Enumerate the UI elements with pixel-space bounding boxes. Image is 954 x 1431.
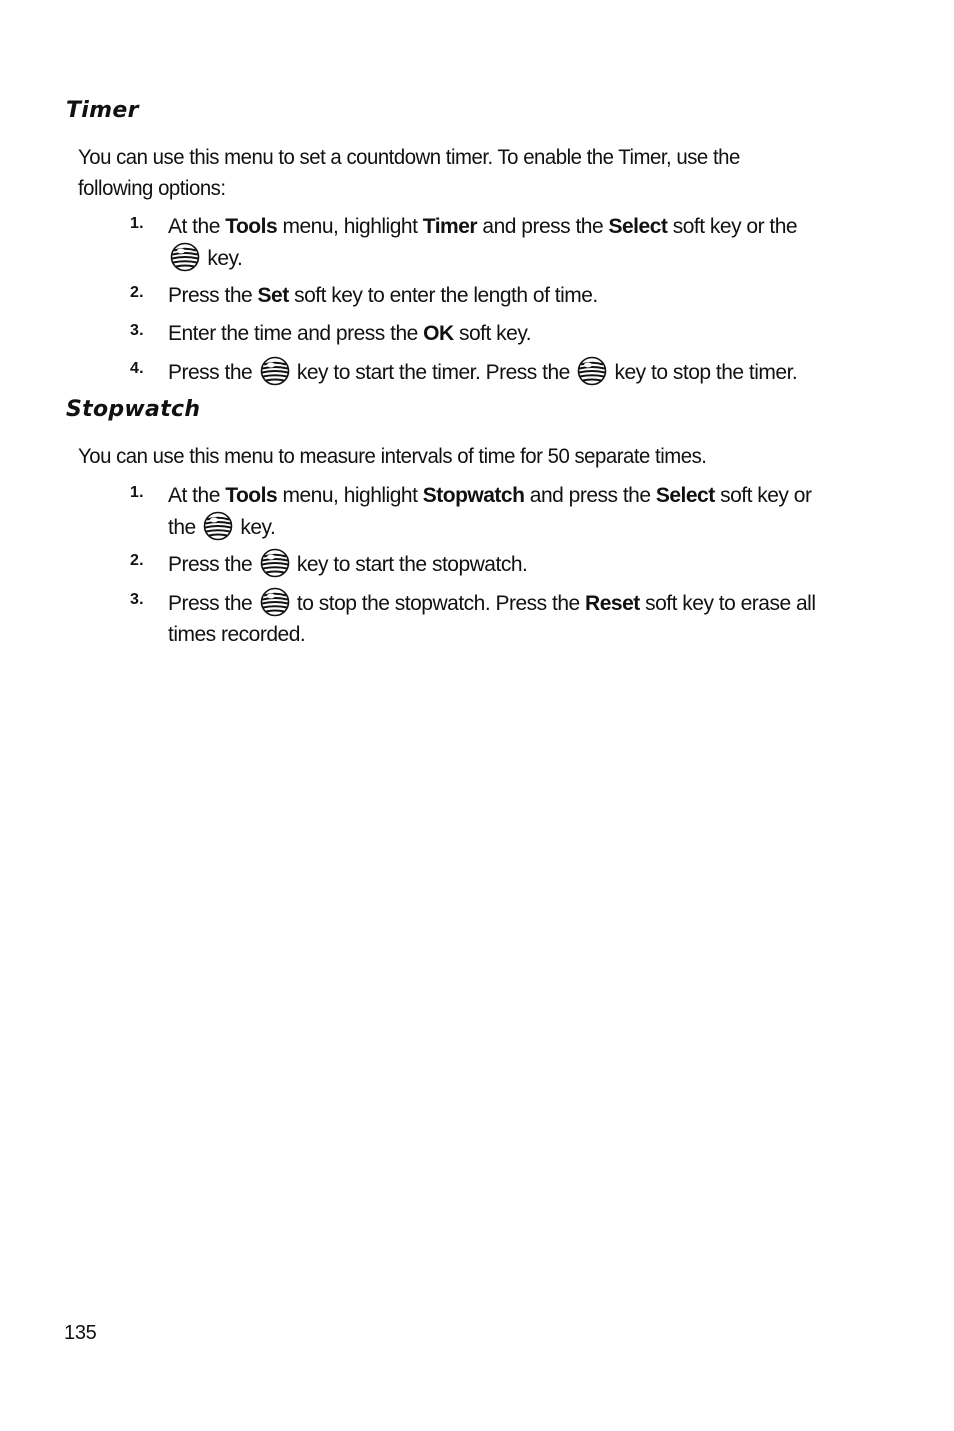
softkey-reset: Reset <box>585 592 640 615</box>
step-number: 2. <box>130 552 144 569</box>
globe-key-icon <box>577 356 607 386</box>
page-number: 135 <box>64 1322 97 1344</box>
globe-key-icon <box>260 548 290 578</box>
softkey-select: Select <box>655 484 715 507</box>
step-text: Enter the time and press the OK soft key. <box>168 322 532 345</box>
timer-intro-line1: You can use this menu to set a countdown timer. To enable the Timer, use the <box>78 146 740 169</box>
timer-heading: Timer <box>66 98 139 123</box>
globe-key-icon <box>260 587 290 617</box>
globe-key-icon <box>260 356 290 386</box>
step-number: 2. <box>130 284 144 301</box>
step-text: Press the key to start the stopwatch. <box>168 548 858 580</box>
softkey-ok: OK <box>423 322 454 345</box>
softkey-set: Set <box>257 284 289 307</box>
step-text: At the Tools menu, highlight Stopwatch and press the Select soft key or the key. <box>168 484 812 539</box>
step-text: At the Tools menu, highlight Timer and press the Select soft key or the key. <box>168 215 798 270</box>
step-number: 3. <box>130 591 144 608</box>
step-number: 3. <box>130 322 144 339</box>
timer-intro <box>78 142 854 204</box>
stopwatch-intro: You can use this menu to measure intervals of time for 50 separate times. <box>78 445 707 468</box>
step-text: Press the key to start the timer. Press the key to stop the timer. <box>168 356 858 388</box>
step-text: Press the Set soft key to enter the length of time. <box>168 284 598 307</box>
menu-item-stopwatch: Stopwatch <box>422 484 525 507</box>
step-number: 4. <box>130 360 144 377</box>
stopwatch-heading: Stopwatch <box>66 397 201 422</box>
menu-name-tools: Tools <box>225 215 278 238</box>
globe-key-icon <box>203 511 233 541</box>
menu-item-timer: Timer <box>422 215 478 238</box>
softkey-select: Select <box>608 215 668 238</box>
step-text: Press the to stop the stopwatch. Press the Reset soft key to erase all times recorded. <box>168 587 858 650</box>
step-number: 1. <box>130 215 144 232</box>
timer-intro-line2: following options: <box>78 177 226 200</box>
menu-name-tools: Tools <box>225 484 278 507</box>
globe-key-icon <box>170 242 200 272</box>
step-number: 1. <box>130 484 144 501</box>
